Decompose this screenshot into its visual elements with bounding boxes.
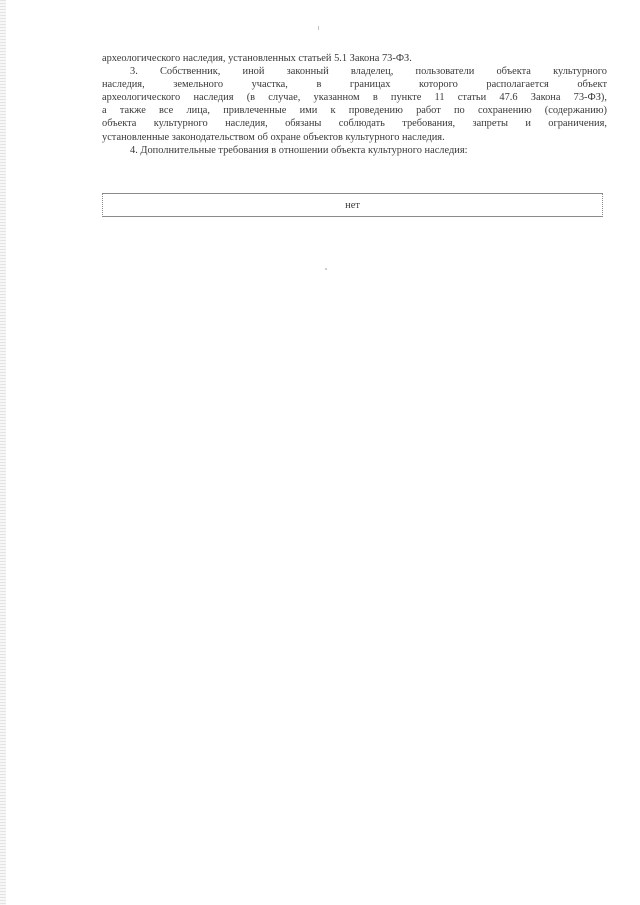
scan-speck: [325, 268, 327, 270]
paragraph-4: [102, 144, 607, 157]
scan-left-edge: [0, 0, 6, 905]
text-line: 4. Дополнительные требования в отношении объекта культурного наследия:: [130, 144, 468, 156]
text-line: объекта культурного наследия, обязаны соблюдать требования, запреты и ограничения,: [102, 118, 607, 130]
text-line: археологического наследия, установленных статьей 5.1 Закона 73-ФЗ.: [102, 53, 412, 64]
paragraph-3: [102, 65, 607, 144]
text-line: а также все лица, привлеченные ими к проведению работ по сохранению (содержанию): [102, 105, 607, 117]
text-line: наследия, земельного участка, в границах которого располагается объект: [102, 79, 607, 91]
document-body: [102, 52, 607, 157]
additional-requirements-value: нет: [345, 199, 360, 211]
additional-requirements-box: [102, 193, 603, 217]
scan-speck: [318, 26, 319, 30]
paragraph-continuation: [102, 52, 607, 65]
text-line: установленные законодательством об охране объектов культурного наследия.: [102, 131, 445, 143]
text-line: археологического наследия (в случае, указанном в пункте 11 статьи 47.6 Закона 73-ФЗ),: [102, 92, 607, 104]
text-line: 3. Собственник, иной законный владелец, пользователи объекта культурного: [130, 66, 607, 78]
